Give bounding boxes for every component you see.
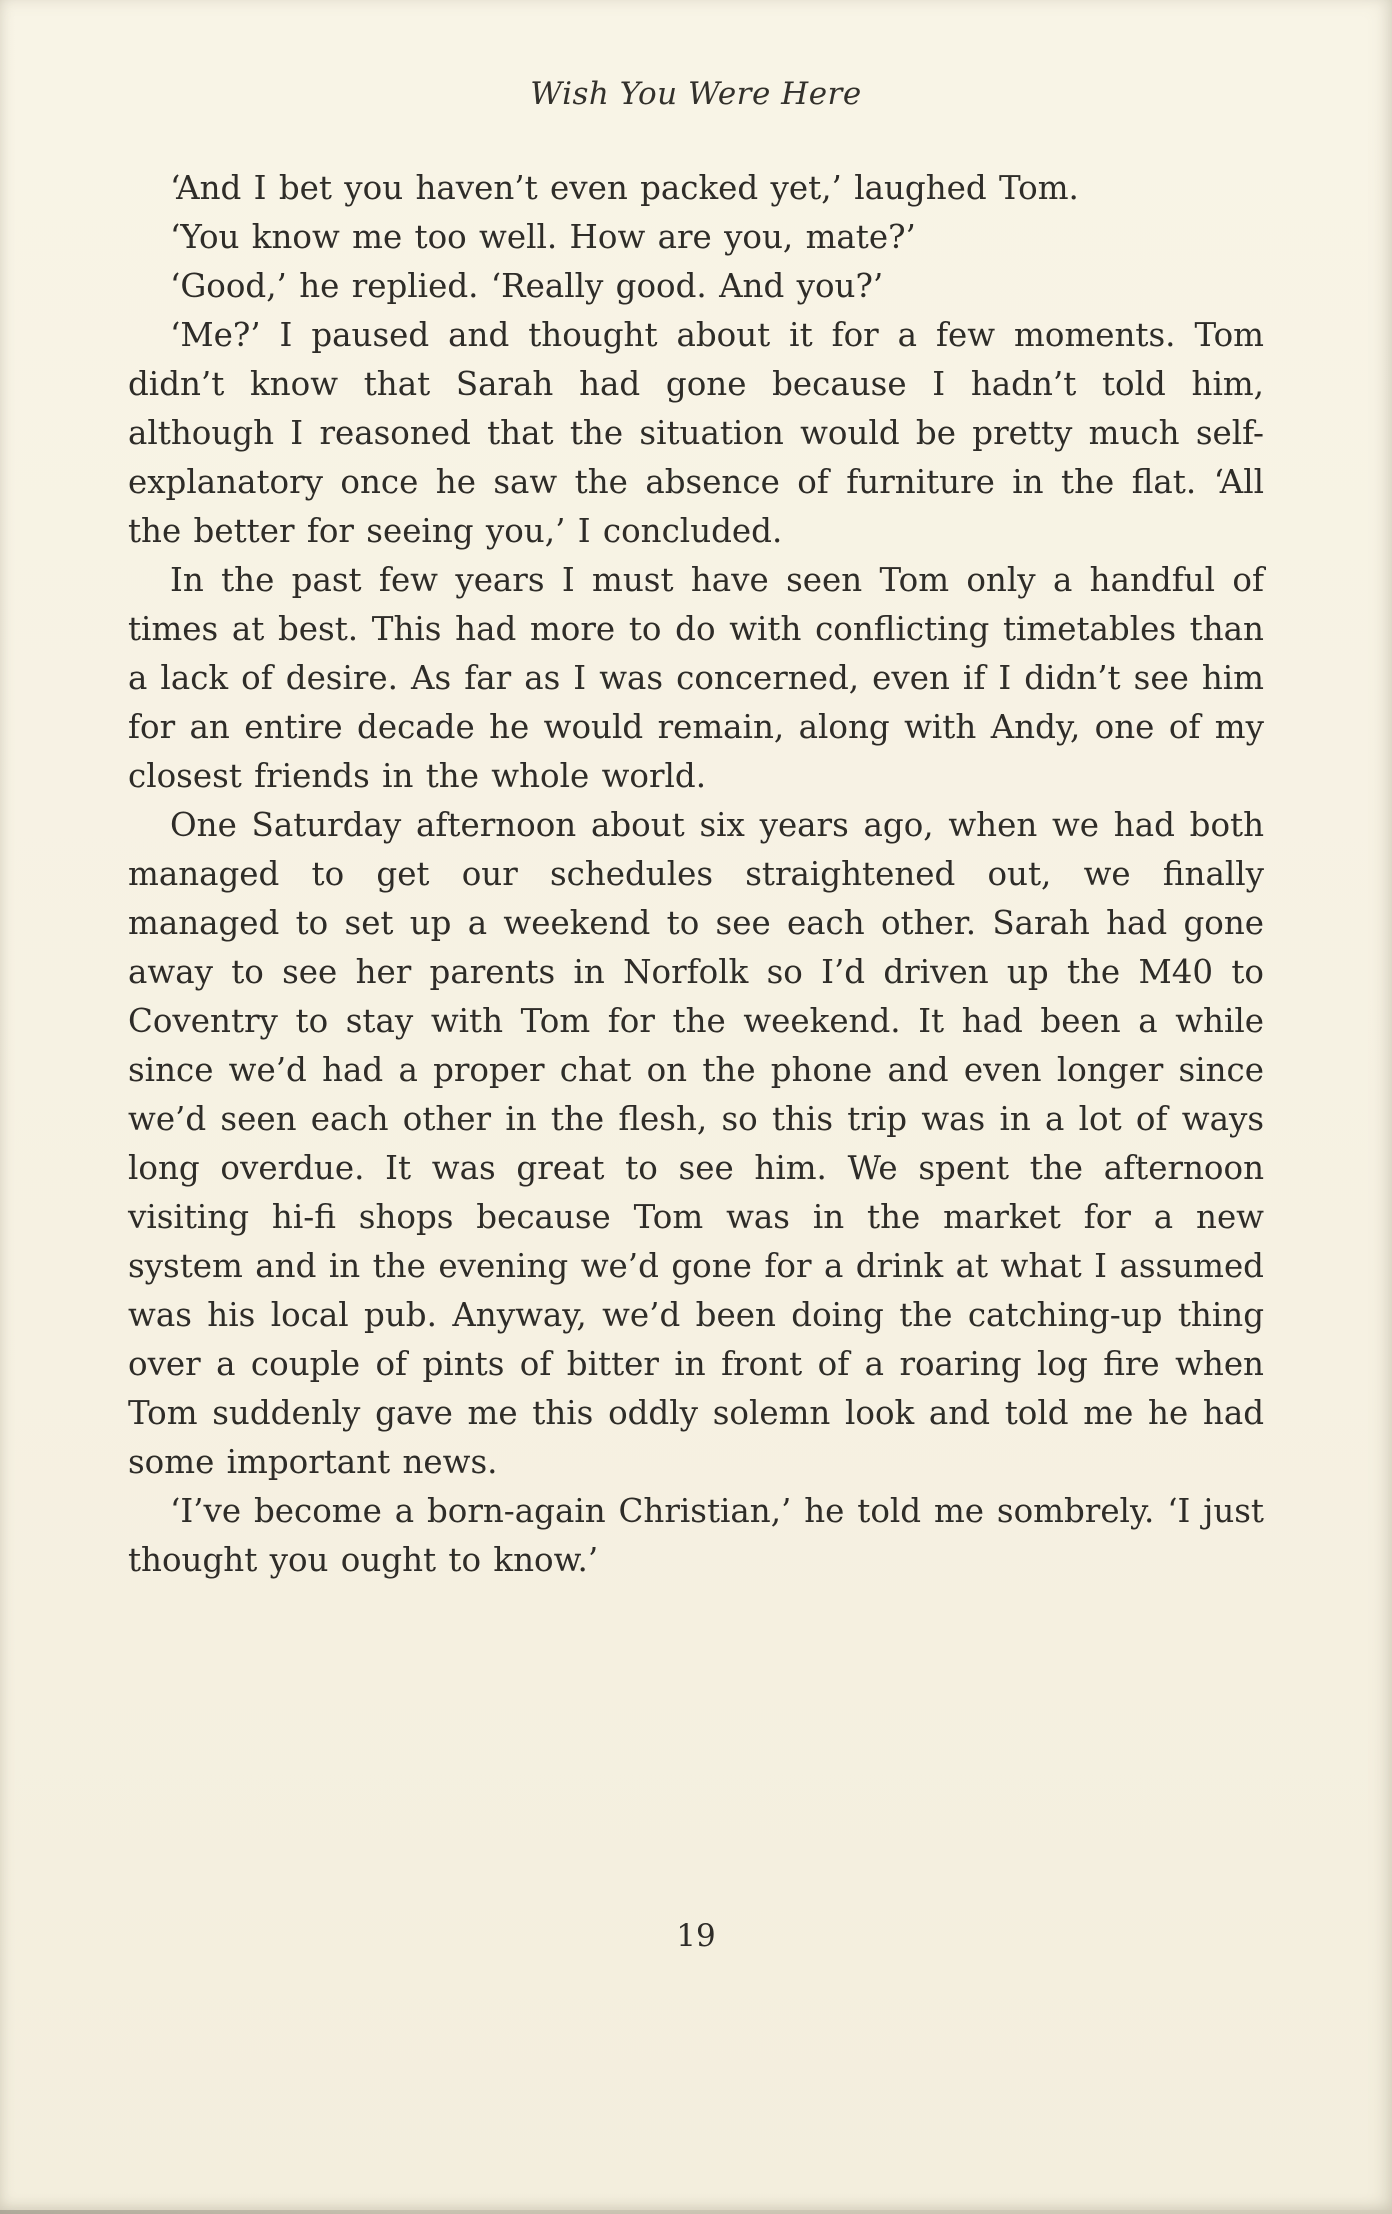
scan-edge bbox=[0, 2210, 1392, 2214]
running-header: Wish You Were Here bbox=[530, 76, 862, 112]
page-body bbox=[128, 164, 1264, 1585]
body-paragraph: ‘Me?’ I paused and thought about it for a few moments. Tom didn’t know that Sarah had gone because I hadn’t told him, although I reasoned that the situation would be pretty much self-explanatory once he saw the absence of furniture in the flat. ‘All the better for seeing you,’ I concluded. bbox=[128, 316, 1264, 550]
body-paragraph: ‘I’ve become a born-again Christian,’ he told me sombrely. ‘I just thought you ought to know.’ bbox=[128, 1492, 1264, 1579]
page-number: 19 bbox=[676, 1918, 716, 1954]
body-paragraph: ‘You know me too well. How are you, mate?’ bbox=[170, 218, 916, 256]
body-paragraph: One Saturday afternoon about six years ago, when we had both managed to get our schedules straightened out, we finally managed to set up a weekend to see each other. Sarah had gone away to see her parents in Norfolk so I’d driven up the M40 to Coventry to stay with Tom for the weekend. It had been a while since we’d had a proper chat on the phone and even longer since we’d seen each other in the flesh, so this trip was in a lot of ways long overdue. It was great to see him. We spent the afternoon visiting hi-fi shops because Tom was in the market for a new system and in the evening we’d gone for a drink at what I assumed was his local pub. Anyway, we’d been doing the catching-up thing over a couple of pints of bitter in front of a roaring log fire when Tom suddenly gave me this oddly solemn look and told me he had some important news. bbox=[128, 806, 1264, 1481]
body-paragraph: ‘Good,’ he replied. ‘Really good. And you?’ bbox=[170, 267, 884, 305]
body-paragraph: In the past few years I must have seen Tom only a handful of times at best. This had more to do with conflicting timetables than a lack of desire. As far as I was concerned, even if I didn’t see him for an entire decade he would remain, along with Andy, one of my closest friends in the whole world. bbox=[128, 561, 1264, 795]
body-paragraph: ‘And I bet you haven’t even packed yet,’ laughed Tom. bbox=[170, 169, 1079, 207]
